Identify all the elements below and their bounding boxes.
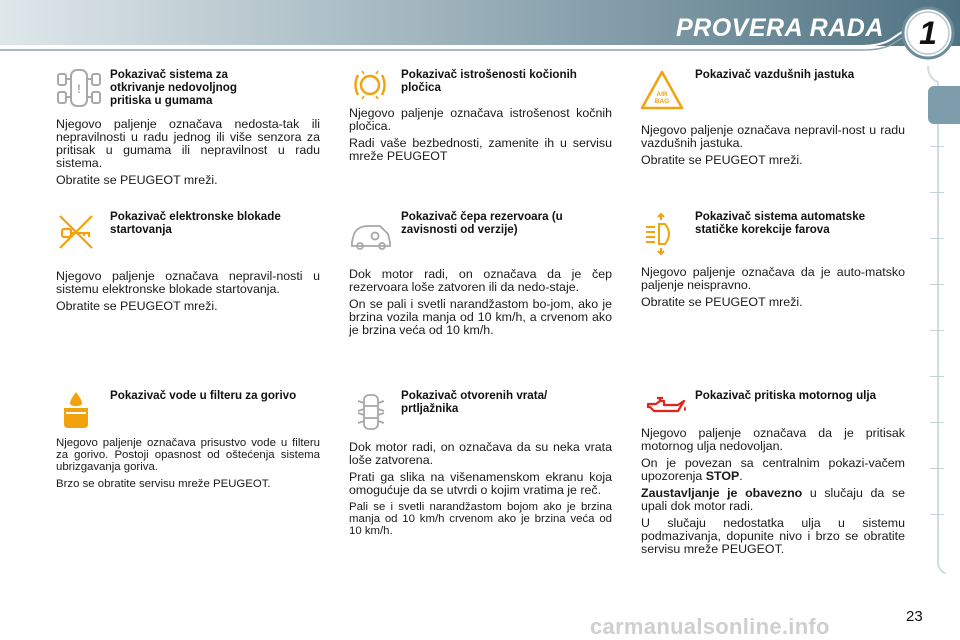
text-run: . [739, 469, 743, 483]
paragraph: Obratite se PEUGEOT mreži. [56, 173, 218, 187]
paragraph: Pali se i svetli narandžastom bojom ako je brzina manja od 10 km/h crvenom ako je brzina veća od 10 km/h. [349, 501, 612, 538]
text-run: u slučaju da se upali dok motor radi. [641, 486, 905, 513]
watermark: carmanualsonline.info [590, 614, 830, 639]
paragraph: Obratite se PEUGEOT mreži. [641, 153, 803, 167]
paragraph: On se pali i svetli narandžastom bo-jom, ako je brzina vozila manja od 10 km/h, a crvenom ako je brzina veća od 10 km/h. [349, 297, 612, 337]
oil-pressure-icon [644, 394, 688, 416]
warning-title: Pokazivač sistema za otkrivanje nedovoljnog pritiska u gumama [110, 68, 237, 107]
warning-description [56, 437, 320, 494]
paragraph: Obratite se PEUGEOT mreži. [641, 295, 803, 309]
paragraph: Njegovo paljenje označava nedosta-tak ili nepravilnosti u radu jednog ili više senzora za pritisak u gumama ili nepravilnost u radu sistema. [56, 117, 320, 170]
tab-divider [930, 514, 944, 515]
paragraph: Prati ga slika na višenamenskom ekranu koja omogućuje da se utvrdi o kojim vratima je reč. [349, 470, 612, 497]
warning-description [349, 268, 612, 341]
chapter-tab-active[interactable] [928, 86, 960, 124]
paragraph: Njegovo paljenje označava prisustvo vode u filteru za gorivo. Postoji opasnost od oštećenja sistema ubrizgavanja goriva. [56, 437, 320, 474]
warning-title: Pokazivač vazdušnih jastuka [695, 68, 855, 81]
svg-text:!: ! [77, 82, 81, 96]
paragraph: U slučaju nedostatka ulja u sistemu podmazivanja, dopunite nivo i brzo se obratite servisu mreže PEUGEOT. [641, 516, 905, 556]
tab-divider [930, 284, 944, 285]
tab-divider [930, 330, 944, 331]
warning-title: Pokazivač istrošenosti kočionih pločica [401, 68, 577, 94]
page-header [0, 0, 960, 62]
stop-label: STOP [705, 469, 740, 483]
mandatory-stop-label: Zaustavljanje je obavezno [641, 486, 803, 500]
tab-divider [930, 192, 944, 193]
airbag-icon [640, 70, 684, 110]
warning-description [349, 441, 612, 542]
warning-description [56, 118, 320, 191]
warning-title: Pokazivač vode u filteru za gorivo [110, 389, 297, 402]
brake-pads-icon [352, 68, 388, 102]
warning-description [56, 270, 320, 317]
immobiliser-icon [56, 212, 96, 252]
paragraph: Njegovo paljenje označava istrošenost kočnih pločica. [349, 106, 612, 133]
warning-title: Pokazivač čepa rezervoara (u zavisnosti od verzije) [401, 210, 563, 236]
paragraph: Dok motor radi, on označava da su neka vrata loše zatvorena. [349, 440, 612, 467]
svg-text:BAG: BAG [654, 98, 670, 105]
page-number: 23 [906, 608, 923, 625]
water-in-fuel-icon [60, 390, 92, 430]
paragraph [641, 487, 905, 513]
warning-title: Pokazivač elektronske blokade startovanja [110, 210, 281, 236]
paragraph: Njegovo paljenje označava da je auto-matsko paljenje neispravno. [641, 265, 905, 292]
paragraph: Njegovo paljenje označava nepravil-nost u radu vazdušnih jastuka. [641, 123, 905, 150]
warning-description [641, 124, 905, 171]
paragraph: Dok motor radi, on označava da je čep rezervoara loše zatvoren ili da nedo-staje. [349, 267, 612, 294]
warning-description [641, 266, 905, 313]
paragraph: Njegovo paljenje označava nepravil-nosti u sistemu elektronske blokade startovanja. [56, 269, 320, 296]
paragraph: Njegovo paljenje označava da je pritisak motornog ulja nedovoljan. [641, 426, 905, 453]
text-run: On je povezan sa centralnim pokazi-vačem upozorenja [641, 456, 905, 483]
tab-divider [930, 468, 944, 469]
warning-title: Pokazivač sistema automatske statičke korekcije farova [695, 210, 866, 236]
paragraph [641, 457, 905, 483]
warning-description [641, 427, 905, 560]
fuel-cap-icon [350, 218, 392, 252]
headlamp-leveling-icon [643, 212, 675, 256]
paragraph: Obratite se PEUGEOT mreži. [56, 299, 218, 313]
chapter-number: 1 [919, 15, 937, 51]
tabs-outline [926, 66, 960, 574]
tab-divider [930, 422, 944, 423]
tab-divider [930, 238, 944, 239]
doors-open-icon [356, 392, 386, 432]
page-title: PROVERA RADA [676, 14, 884, 42]
paragraph: Brzo se obratite servisu mreže PEUGEOT. [56, 477, 271, 490]
chapter-tabs [926, 66, 960, 574]
tab-divider [930, 146, 944, 147]
warning-title: Pokazivač otvorenih vrata/ prtljažnika [401, 389, 548, 415]
warning-description [349, 107, 612, 167]
warning-title: Pokazivač pritiska motornog ulja [695, 389, 877, 402]
paragraph: Radi vaše bezbednosti, zamenite ih u servisu mreže PEUGEOT [349, 136, 612, 163]
tyre-pressure-icon [56, 66, 102, 112]
svg-text:AIR: AIR [656, 91, 668, 98]
tab-divider [930, 376, 944, 377]
